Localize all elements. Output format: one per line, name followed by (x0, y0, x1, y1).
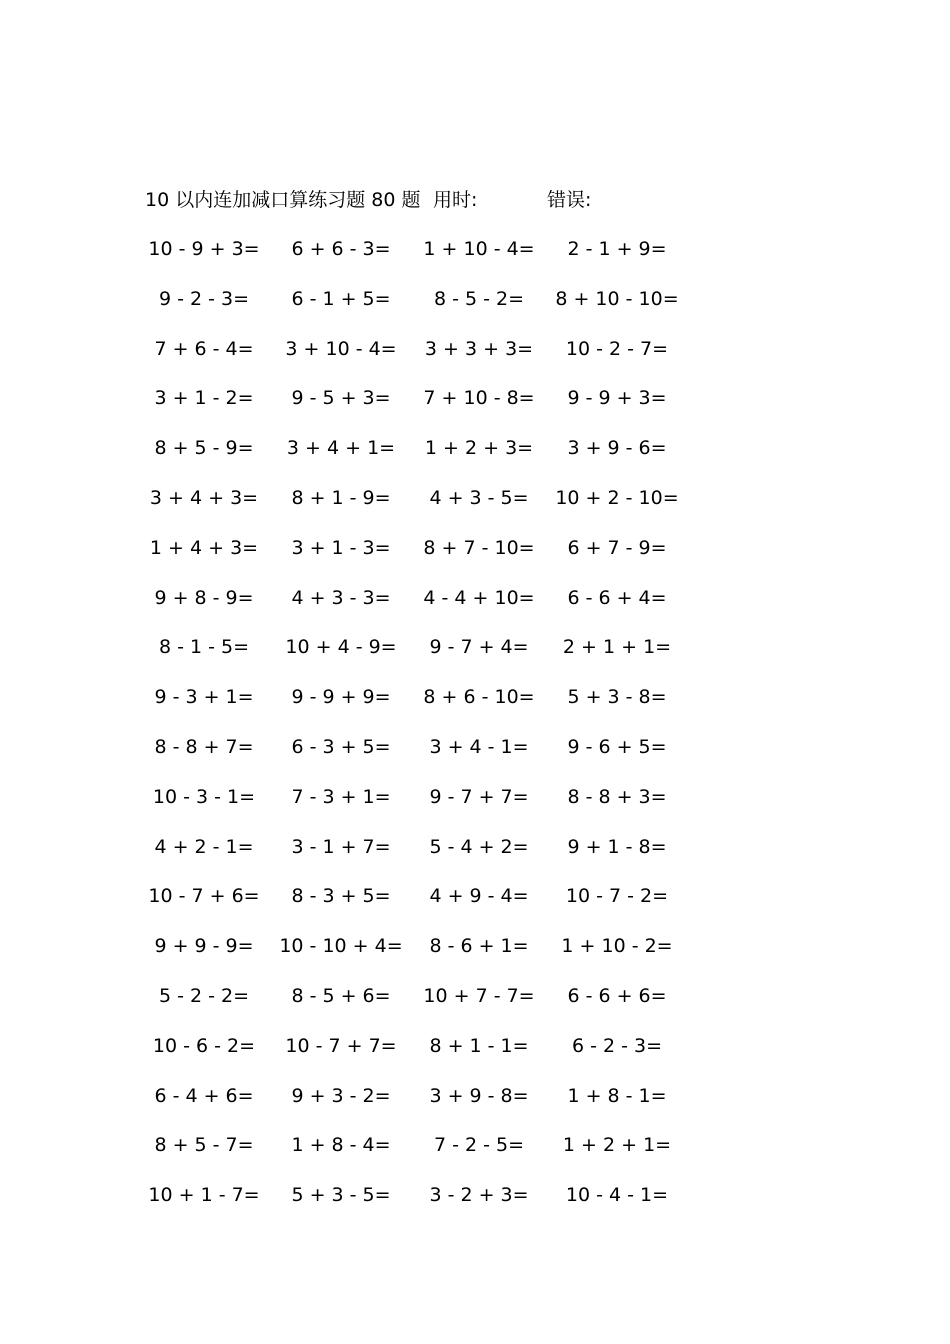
problem-row (0, 433, 950, 483)
problem-row (0, 234, 950, 284)
problem-item: 8 - 1 - 5= (158, 636, 250, 659)
problem-item: 6 - 6 + 6= (567, 984, 667, 1007)
problem-item: 10 - 7 - 2= (565, 885, 669, 908)
time-used-label: 用时: (433, 189, 478, 211)
problem-item: 9 + 8 - 9= (154, 586, 254, 609)
problem-item: 9 + 9 - 9= (154, 935, 254, 958)
problem-row (0, 682, 950, 732)
problem-item: 6 + 7 - 9= (567, 536, 667, 559)
problem-item: 8 - 8 + 3= (567, 785, 667, 808)
problem-row (0, 1031, 950, 1081)
problem-item: 9 - 7 + 7= (429, 785, 529, 808)
problem-row (0, 1081, 950, 1131)
problem-item: 10 - 3 - 1= (152, 785, 256, 808)
problem-item: 3 + 4 - 1= (429, 735, 529, 758)
problem-item: 8 + 5 - 9= (154, 437, 254, 460)
problem-item: 9 - 5 + 3= (291, 387, 391, 410)
problem-item: 8 - 5 - 2= (433, 287, 525, 310)
problem-item: 3 + 1 - 2= (154, 387, 254, 410)
problem-item: 6 + 6 - 3= (291, 238, 391, 260)
problem-row (0, 732, 950, 782)
problem-item: 1 + 8 - 1= (567, 1084, 667, 1107)
problem-item: 10 - 4 - 1= (565, 1184, 669, 1207)
problem-item: 10 - 9 + 3= (148, 238, 260, 260)
problem-row (0, 583, 950, 633)
problem-item: 7 + 6 - 4= (154, 337, 254, 360)
problem-row (0, 782, 950, 832)
problem-item: 9 + 3 - 2= (291, 1084, 391, 1107)
problem-item: 8 - 6 + 1= (429, 935, 529, 958)
problem-item: 3 + 4 + 3= (149, 486, 259, 509)
problem-item: 1 + 2 + 1= (562, 1134, 672, 1157)
problem-item: 6 - 6 + 4= (567, 586, 667, 609)
problem-item: 1 + 4 + 3= (149, 536, 259, 559)
problem-item: 2 - 1 + 9= (567, 238, 667, 260)
problem-row (0, 1130, 950, 1180)
problem-item: 10 - 7 + 7= (285, 1034, 397, 1057)
problem-grid (0, 234, 950, 1230)
problem-item: 8 + 1 - 9= (291, 486, 391, 509)
problem-item: 3 + 9 - 6= (567, 437, 667, 460)
problem-item: 3 + 10 - 4= (285, 337, 397, 360)
problem-item: 9 - 9 + 3= (567, 387, 667, 410)
problem-item: 10 + 1 - 7= (148, 1184, 260, 1207)
problem-item: 10 - 10 + 4= (279, 935, 403, 958)
worksheet-title: 10 以内连加减口算练习题 80 题 (145, 189, 421, 211)
problem-item: 6 - 1 + 5= (291, 287, 391, 310)
problem-item: 9 - 6 + 5= (567, 735, 667, 758)
problem-item: 7 + 10 - 8= (423, 387, 535, 410)
problem-item: 4 + 3 - 3= (291, 586, 391, 609)
problem-row (0, 334, 950, 384)
problem-item: 1 + 8 - 4= (291, 1134, 391, 1157)
problem-item: 6 - 4 + 6= (154, 1084, 254, 1107)
problem-item: 9 - 2 - 3= (158, 287, 250, 310)
problem-item: 1 + 10 - 2= (561, 935, 673, 958)
problem-item: 5 + 3 - 8= (567, 686, 667, 709)
problem-item: 4 - 4 + 10= (423, 586, 535, 609)
problem-item: 10 + 2 - 10= (555, 486, 679, 509)
problem-item: 9 - 7 + 4= (429, 636, 529, 659)
problem-row (0, 1180, 950, 1230)
problem-item: 6 - 3 + 5= (291, 735, 391, 758)
problem-item: 4 + 2 - 1= (154, 835, 254, 858)
problem-item: 7 - 3 + 1= (291, 785, 391, 808)
problem-row (0, 832, 950, 882)
problem-item: 3 + 9 - 8= (429, 1084, 529, 1107)
problem-item: 8 + 1 - 1= (429, 1034, 529, 1057)
problem-item: 10 + 4 - 9= (285, 636, 397, 659)
problem-item: 9 - 9 + 9= (291, 686, 391, 709)
problem-item: 3 - 1 + 7= (291, 835, 391, 858)
problem-item: 8 - 5 + 6= (291, 984, 391, 1007)
problem-row (0, 881, 950, 931)
problem-item: 5 + 3 - 5= (291, 1184, 391, 1207)
problem-item: 10 - 7 + 6= (148, 885, 260, 908)
problem-item: 8 + 7 - 10= (423, 536, 535, 559)
problem-row (0, 383, 950, 433)
problem-item: 10 - 6 - 2= (152, 1034, 256, 1057)
problem-item: 8 - 3 + 5= (291, 885, 391, 908)
problem-row (0, 533, 950, 583)
problem-item: 5 - 2 - 2= (158, 984, 250, 1007)
problem-item: 8 + 5 - 7= (154, 1134, 254, 1157)
problem-row (0, 981, 950, 1031)
problem-item: 4 + 3 - 5= (429, 486, 529, 509)
problem-item: 9 - 3 + 1= (154, 686, 254, 709)
problem-item: 4 + 9 - 4= (429, 885, 529, 908)
problem-item: 1 + 10 - 4= (423, 238, 535, 260)
problem-item: 7 - 2 - 5= (433, 1134, 525, 1157)
problem-item: 1 + 2 + 3= (424, 437, 534, 460)
problem-item: 9 + 1 - 8= (567, 835, 667, 858)
problem-item: 5 - 4 + 2= (429, 835, 529, 858)
problem-item: 3 + 1 - 3= (291, 536, 391, 559)
problem-item: 3 - 2 + 3= (429, 1184, 529, 1207)
problem-item: 8 - 8 + 7= (154, 735, 254, 758)
problem-item: 6 - 2 - 3= (571, 1034, 663, 1057)
problem-item: 3 + 4 + 1= (286, 437, 396, 460)
problem-row (0, 632, 950, 682)
problem-row (0, 931, 950, 981)
error-count-label: 错误: (547, 189, 592, 211)
problem-row (0, 483, 950, 533)
problem-item: 8 + 6 - 10= (423, 686, 535, 709)
problem-item: 3 + 3 + 3= (424, 337, 534, 360)
problem-item: 10 + 7 - 7= (423, 984, 535, 1007)
problem-item: 10 - 2 - 7= (565, 337, 669, 360)
problem-item: 2 + 1 + 1= (562, 636, 672, 659)
problem-row (0, 284, 950, 334)
problem-item: 8 + 10 - 10= (555, 287, 679, 310)
